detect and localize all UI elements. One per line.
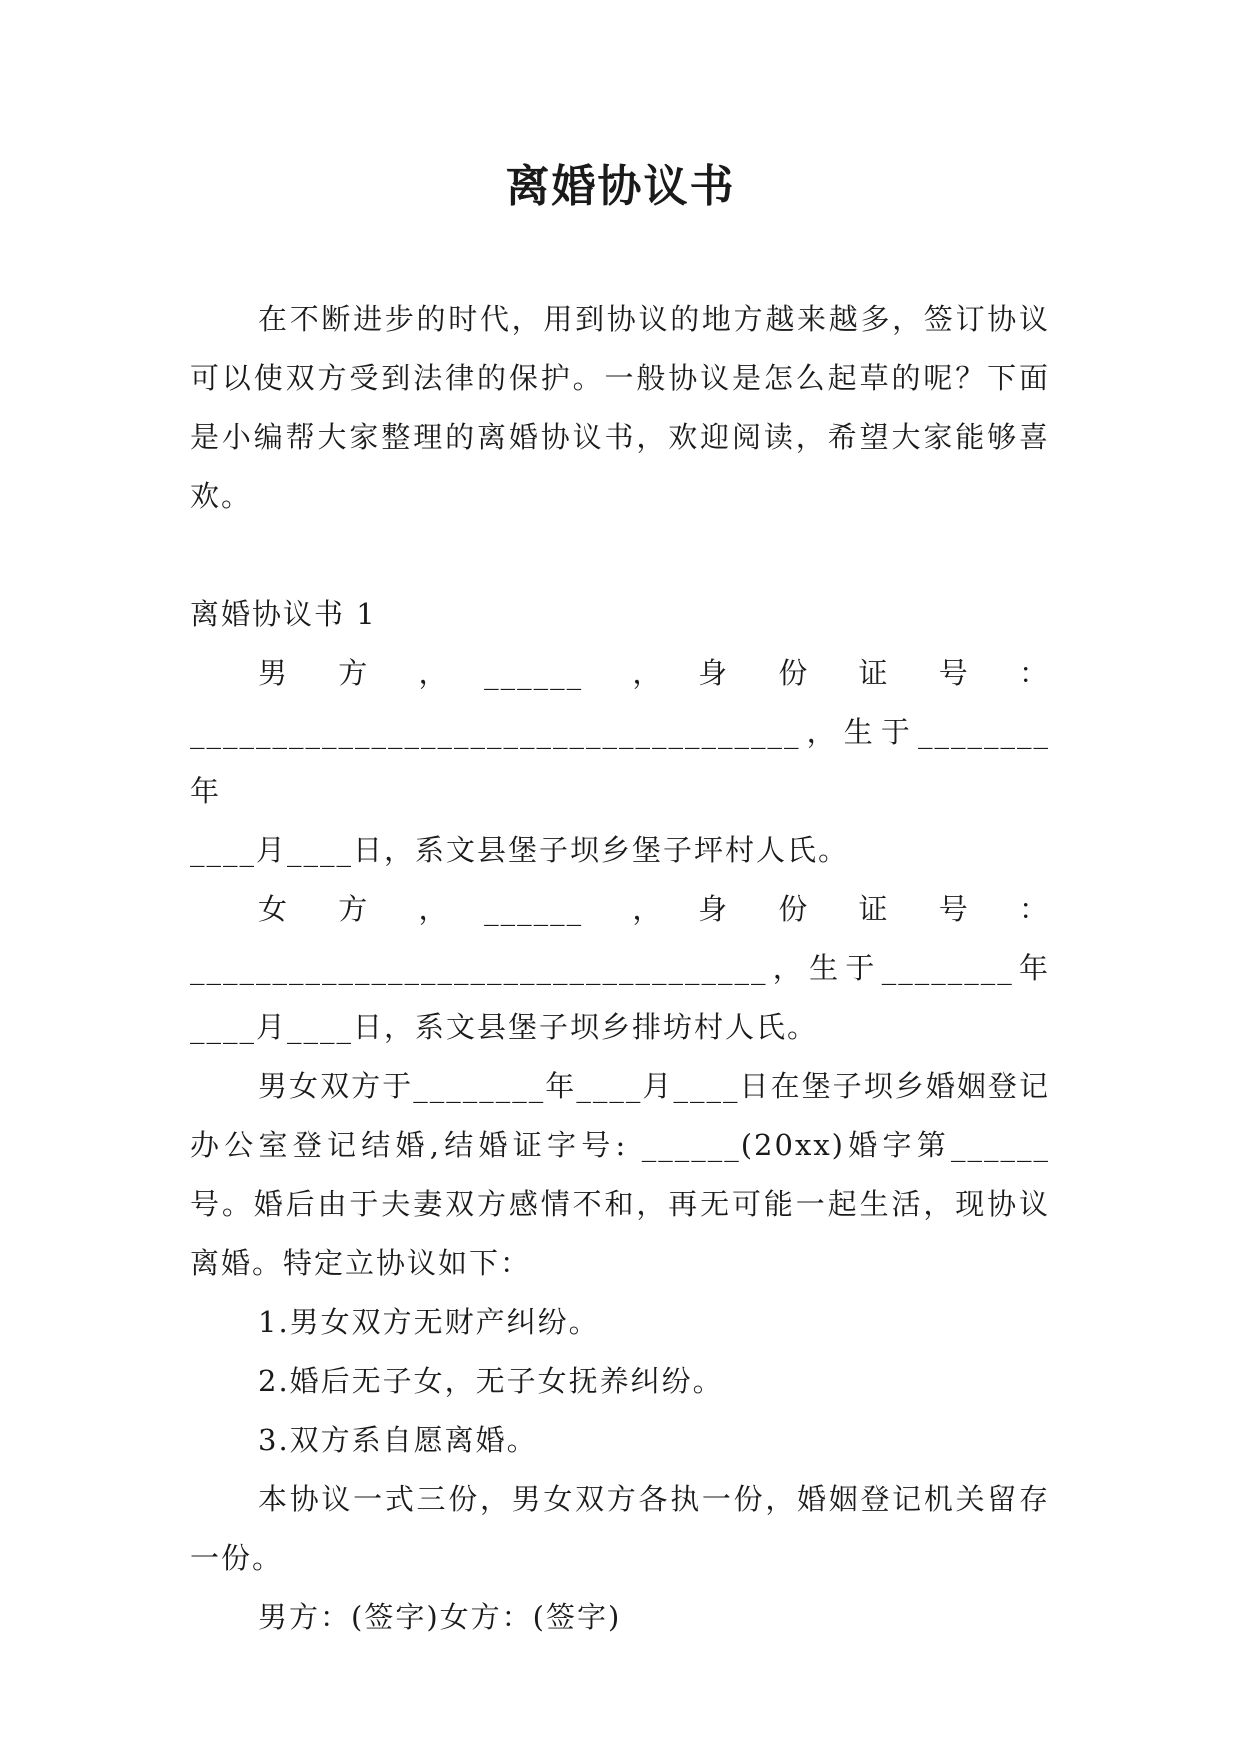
female-origin-line: ____月____日，系文县堡子坝乡排坊村人氏。 xyxy=(190,1010,819,1044)
marriage-paragraph: 男女双方于________年____月____日在堡子坝乡婚姻登记办公室登记结婚,结婚证字号: ______(20xx)婚字第______号。婚后由于夫妻双方感情不和，再无可能一起生活，现协议离婚。特定立协议如下： xyxy=(190,1069,1050,1280)
spacer xyxy=(190,526,1050,585)
female-id-line: ___________________________________，生于________年 xyxy=(190,951,1050,985)
term-item: 3.双方系自愿离婚。 xyxy=(258,1423,538,1457)
female-party-line: 女 方 ， ______ ， 身 份 证 号 ： xyxy=(258,892,1050,926)
male-id-line: _____________________________________，生于________年 xyxy=(190,715,1050,808)
term-item: 1.男女双方无财产纠纷。 xyxy=(258,1305,600,1339)
intro-paragraph: 在不断进步的时代，用到协议的地方越来越多，签订协议可以使双方受到法律的保护。一般协议是怎么起草的呢？下面是小编帮大家整理的离婚协议书，欢迎阅读，希望大家能够喜欢。 xyxy=(190,302,1050,513)
document-body xyxy=(190,290,1050,1647)
male-party-line: 男 方 ， ______ ， 身 份 证 号 ： xyxy=(258,656,1050,690)
copies-paragraph: 本协议一式三份，男女双方各执一份，婚姻登记机关留存一份。 xyxy=(190,1482,1050,1575)
document-title: 离婚协议书 xyxy=(505,161,736,212)
term-item: 2.婚后无子女，无子女抚养纠纷。 xyxy=(258,1364,724,1398)
male-origin-line: ____月____日，系文县堡子坝乡堡子坪村人氏。 xyxy=(190,833,850,867)
signature-line: 男方：(签字)女方：(签字) xyxy=(258,1600,622,1634)
section-title: 离婚协议书 1 xyxy=(190,597,377,631)
